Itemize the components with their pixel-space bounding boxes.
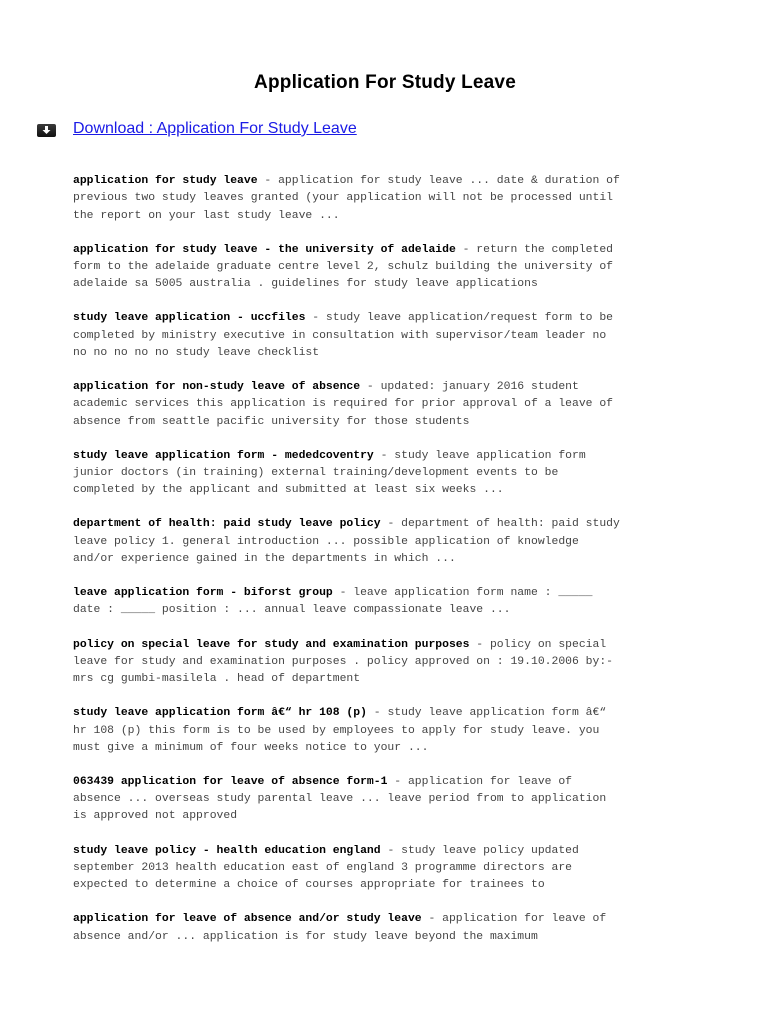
result-entry bbox=[73, 911, 713, 946]
result-snippet-line: and/or experience gained in the departments in which ... bbox=[73, 553, 456, 566]
result-snippet-line: completed by ministry executive in consultation with supervisor/team leader no bbox=[73, 329, 607, 342]
result-snippet-line: - study leave application/request form to be bbox=[305, 312, 614, 325]
download-row bbox=[37, 117, 357, 141]
result-snippet-line: form to the adelaide graduate centre level 2, schulz building the university of bbox=[73, 260, 614, 273]
result-snippet-line: the report on your last study leave ... bbox=[73, 209, 340, 222]
result-snippet-line: - study leave application form bbox=[373, 449, 586, 462]
result-entry bbox=[73, 585, 713, 620]
result-entry bbox=[73, 173, 713, 225]
result-snippet-line: hr 108 (p) this form is to be used by employees to apply for study leave. you bbox=[73, 724, 600, 737]
result-heading[interactable]: application for study leave bbox=[73, 175, 258, 187]
result-snippet-line: - study leave application form â€“ bbox=[366, 707, 607, 720]
result-heading[interactable]: study leave application form - mededcoventry bbox=[73, 449, 374, 462]
result-entry bbox=[73, 379, 713, 431]
result-heading[interactable]: 063439 application for leave of absence form-1 bbox=[73, 775, 388, 788]
result-entry bbox=[73, 310, 713, 362]
result-snippet-line: - application for leave of bbox=[387, 775, 572, 788]
result-snippet-line: must give a minimum of four weeks notice to your ... bbox=[73, 741, 429, 754]
result-heading[interactable]: study leave policy - health education england bbox=[73, 844, 381, 857]
result-snippet-line: - leave application form name : _____ bbox=[332, 587, 593, 600]
result-snippet-line: - application for study leave ... date & duration of bbox=[257, 175, 620, 187]
results-list bbox=[73, 173, 713, 963]
result-entry bbox=[73, 705, 713, 757]
download-icon[interactable] bbox=[37, 124, 56, 137]
result-heading[interactable]: leave application form - biforst group bbox=[73, 587, 333, 600]
result-snippet-line: - policy on special bbox=[469, 638, 607, 651]
result-snippet-line: leave policy 1. general introduction ... possible application of knowledge bbox=[73, 535, 579, 548]
result-snippet-line: - application for leave of bbox=[421, 913, 607, 926]
result-snippet-line: - study leave policy updated bbox=[380, 844, 579, 857]
result-snippet-line: is approved not approved bbox=[73, 810, 238, 823]
result-entry bbox=[73, 774, 713, 826]
result-snippet-line: junior doctors (in training) external training/development events to be bbox=[73, 467, 559, 480]
result-snippet-line: absence ... overseas study parental leave ... leave period from to application bbox=[73, 793, 607, 806]
result-snippet-line: expected to determine a choice of courses appropriate for trainees to bbox=[73, 879, 545, 892]
result-entry bbox=[73, 516, 713, 568]
result-snippet-line: - updated: january 2016 student bbox=[360, 381, 579, 394]
result-snippet-line: absence from seattle pacific university for those students bbox=[73, 415, 470, 428]
result-snippet-line: absence and/or ... application is for study leave beyond the maximum bbox=[73, 930, 538, 943]
result-heading[interactable]: department of health: paid study leave policy bbox=[73, 518, 381, 531]
result-snippet-line: - return the completed bbox=[455, 243, 614, 256]
result-snippet-line: completed by the applicant and submitted at least six weeks ... bbox=[73, 484, 504, 497]
result-snippet-line: date : _____ position : ... annual leave compassionate leave ... bbox=[73, 604, 511, 617]
download-link[interactable]: Download : Application For Study Leave bbox=[73, 120, 357, 137]
result-snippet-line: - department of health: paid study bbox=[380, 518, 620, 531]
result-entry bbox=[73, 448, 713, 500]
result-snippet-line: previous two study leaves granted (your application will not be processed until bbox=[73, 192, 614, 205]
result-snippet-line: mrs cg gumbi-masilela . head of department bbox=[73, 673, 361, 686]
result-snippet-line: no no no no no study leave checklist bbox=[73, 346, 320, 359]
result-entry bbox=[73, 843, 713, 895]
result-heading[interactable]: study leave application - uccfiles bbox=[73, 312, 306, 325]
result-heading[interactable]: application for study leave - the university of adelaide bbox=[73, 243, 456, 256]
result-heading[interactable]: study leave application form â€“ hr 108 (p) bbox=[73, 707, 367, 720]
result-snippet-line: september 2013 health education east of england 3 programme directors are bbox=[73, 861, 572, 874]
result-snippet-line: leave for study and examination purposes . policy approved on : 19.10.2006 by:- bbox=[73, 655, 614, 668]
result-entry bbox=[73, 242, 713, 294]
result-heading[interactable]: application for leave of absence and/or study leave bbox=[73, 913, 422, 926]
result-snippet-line: adelaide sa 5005 australia . guidelines for study leave applications bbox=[73, 278, 538, 291]
result-heading[interactable]: application for non-study leave of absence bbox=[73, 381, 361, 394]
page-title: Application For Study Leave bbox=[254, 72, 516, 93]
result-snippet-line: academic services this application is required for prior approval of a leave of bbox=[73, 398, 614, 411]
result-heading[interactable]: policy on special leave for study and examination purposes bbox=[73, 638, 470, 651]
result-entry bbox=[73, 637, 713, 689]
